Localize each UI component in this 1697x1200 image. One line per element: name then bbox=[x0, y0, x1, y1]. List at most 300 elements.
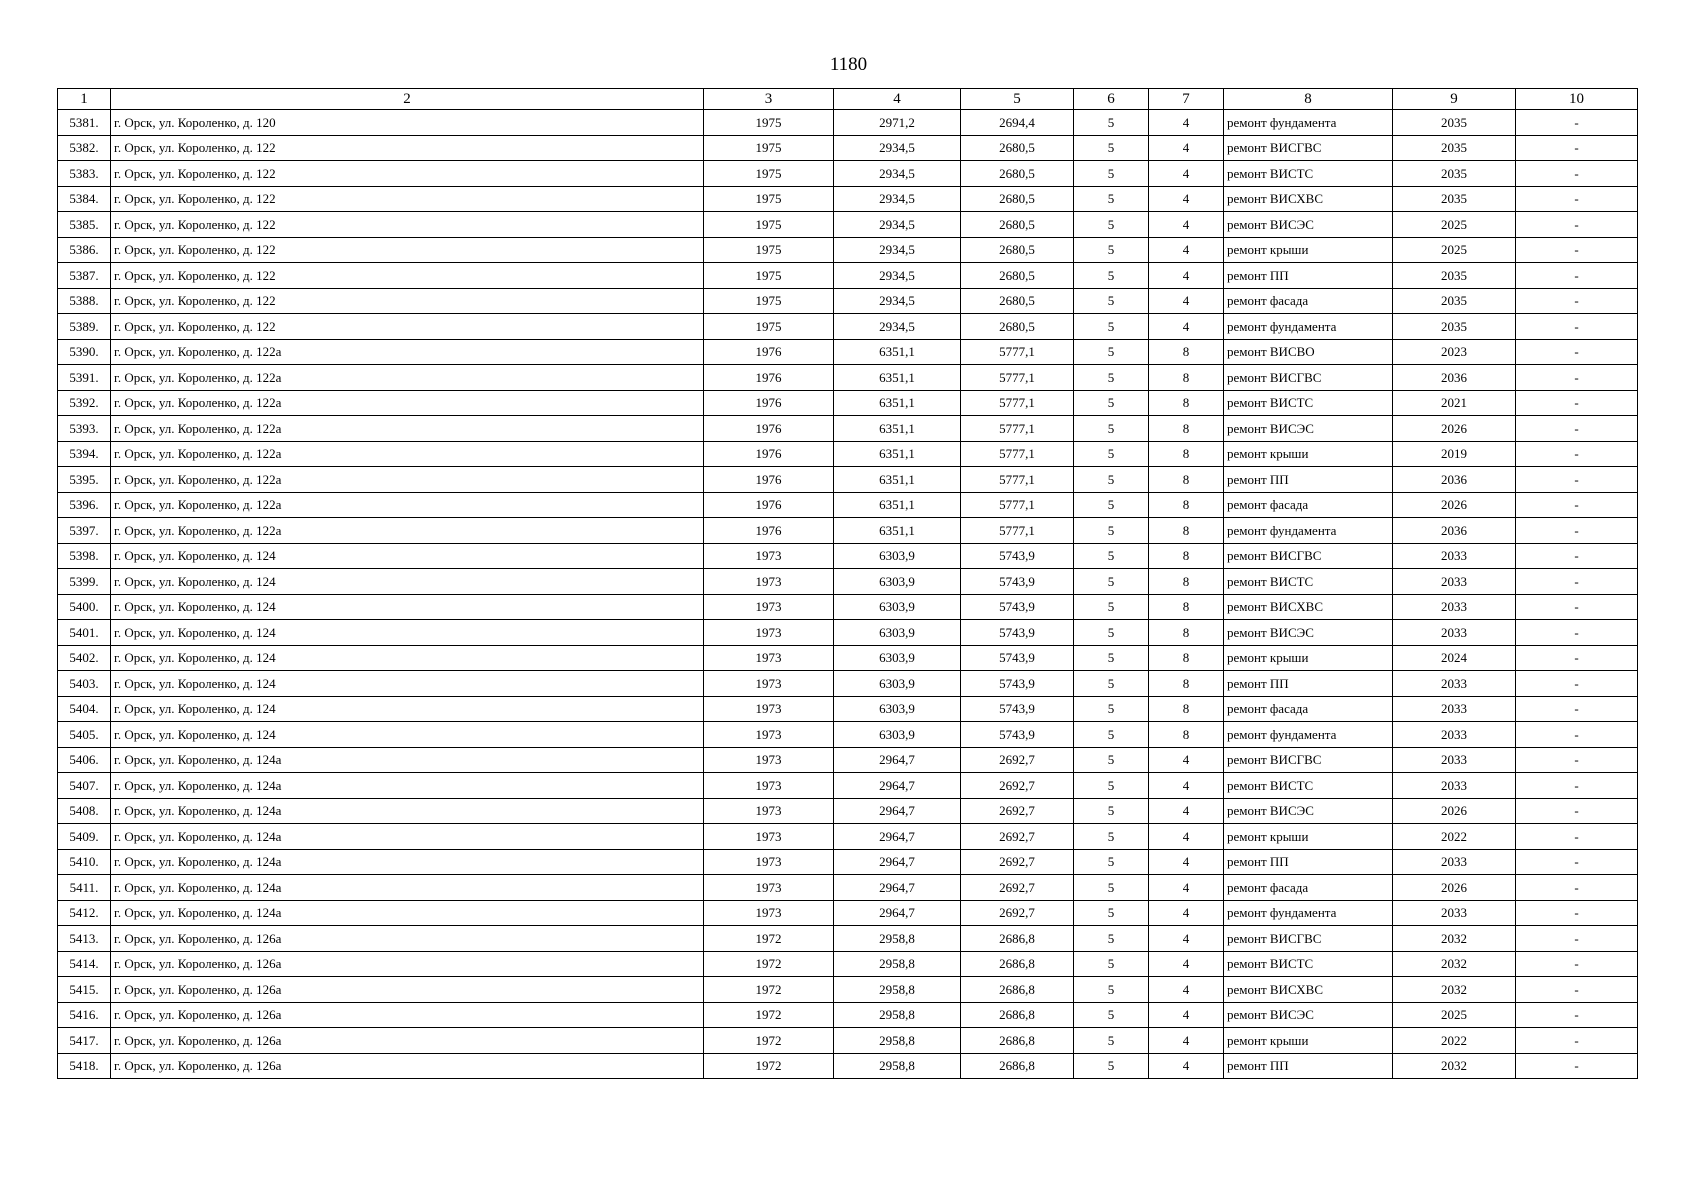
living-area-cell: 2680,5 bbox=[961, 135, 1074, 161]
work-type-cell: ремонт ВИСВО bbox=[1224, 339, 1393, 365]
address-cell: г. Орск, ул. Короленко, д. 122 bbox=[111, 161, 704, 187]
living-area-cell: 2692,7 bbox=[961, 849, 1074, 875]
row-number-cell: 5384. bbox=[58, 186, 111, 212]
note-cell: - bbox=[1516, 161, 1638, 187]
total-area-cell: 6303,9 bbox=[834, 696, 961, 722]
entrances-cell: 4 bbox=[1149, 875, 1224, 901]
living-area-cell: 2692,7 bbox=[961, 747, 1074, 773]
note-cell: - bbox=[1516, 849, 1638, 875]
note-cell: - bbox=[1516, 390, 1638, 416]
year-cell: 1975 bbox=[704, 288, 834, 314]
note-cell: - bbox=[1516, 875, 1638, 901]
floors-cell: 5 bbox=[1074, 186, 1149, 212]
living-area-cell: 5777,1 bbox=[961, 416, 1074, 442]
living-area-cell: 5777,1 bbox=[961, 492, 1074, 518]
address-cell: г. Орск, ул. Короленко, д. 122 bbox=[111, 186, 704, 212]
column-header: 4 bbox=[834, 89, 961, 110]
floors-cell: 5 bbox=[1074, 365, 1149, 391]
work-type-cell: ремонт ВИСТС bbox=[1224, 951, 1393, 977]
total-area-cell: 6303,9 bbox=[834, 645, 961, 671]
entrances-cell: 8 bbox=[1149, 492, 1224, 518]
planned-year-cell: 2035 bbox=[1393, 135, 1516, 161]
living-area-cell: 2686,8 bbox=[961, 1028, 1074, 1054]
note-cell: - bbox=[1516, 569, 1638, 595]
entrances-cell: 4 bbox=[1149, 773, 1224, 799]
note-cell: - bbox=[1516, 671, 1638, 697]
work-type-cell: ремонт крыши bbox=[1224, 1028, 1393, 1054]
planned-year-cell: 2026 bbox=[1393, 875, 1516, 901]
row-number-cell: 5389. bbox=[58, 314, 111, 340]
planned-year-cell: 2026 bbox=[1393, 416, 1516, 442]
floors-cell: 5 bbox=[1074, 594, 1149, 620]
total-area-cell: 6351,1 bbox=[834, 339, 961, 365]
column-header: 9 bbox=[1393, 89, 1516, 110]
work-type-cell: ремонт ВИСГВС bbox=[1224, 747, 1393, 773]
floors-cell: 5 bbox=[1074, 543, 1149, 569]
entrances-cell: 8 bbox=[1149, 518, 1224, 544]
work-type-cell: ремонт крыши bbox=[1224, 645, 1393, 671]
entrances-cell: 4 bbox=[1149, 1002, 1224, 1028]
note-cell: - bbox=[1516, 977, 1638, 1003]
year-cell: 1973 bbox=[704, 773, 834, 799]
entrances-cell: 4 bbox=[1149, 926, 1224, 952]
entrances-cell: 4 bbox=[1149, 237, 1224, 263]
table-row bbox=[58, 849, 1638, 875]
note-cell: - bbox=[1516, 441, 1638, 467]
total-area-cell: 6351,1 bbox=[834, 416, 961, 442]
entrances-cell: 4 bbox=[1149, 900, 1224, 926]
note-cell: - bbox=[1516, 747, 1638, 773]
year-cell: 1972 bbox=[704, 926, 834, 952]
year-cell: 1975 bbox=[704, 212, 834, 238]
floors-cell: 5 bbox=[1074, 900, 1149, 926]
living-area-cell: 5743,9 bbox=[961, 645, 1074, 671]
total-area-cell: 2934,5 bbox=[834, 237, 961, 263]
note-cell: - bbox=[1516, 518, 1638, 544]
floors-cell: 5 bbox=[1074, 390, 1149, 416]
work-type-cell: ремонт ВИСГВС bbox=[1224, 926, 1393, 952]
floors-cell: 5 bbox=[1074, 696, 1149, 722]
note-cell: - bbox=[1516, 467, 1638, 493]
work-type-cell: ремонт фундамента bbox=[1224, 314, 1393, 340]
entrances-cell: 8 bbox=[1149, 543, 1224, 569]
work-type-cell: ремонт ВИСТС bbox=[1224, 390, 1393, 416]
address-cell: г. Орск, ул. Короленко, д. 122 bbox=[111, 212, 704, 238]
column-header: 10 bbox=[1516, 89, 1638, 110]
living-area-cell: 5743,9 bbox=[961, 671, 1074, 697]
entrances-cell: 8 bbox=[1149, 441, 1224, 467]
floors-cell: 5 bbox=[1074, 977, 1149, 1003]
total-area-cell: 6351,1 bbox=[834, 492, 961, 518]
table-row bbox=[58, 288, 1638, 314]
living-area-cell: 2692,7 bbox=[961, 798, 1074, 824]
planned-year-cell: 2032 bbox=[1393, 951, 1516, 977]
living-area-cell: 2692,7 bbox=[961, 824, 1074, 850]
table-row bbox=[58, 263, 1638, 289]
floors-cell: 5 bbox=[1074, 722, 1149, 748]
table-row bbox=[58, 926, 1638, 952]
work-type-cell: ремонт ВИСЭС bbox=[1224, 1002, 1393, 1028]
entrances-cell: 4 bbox=[1149, 212, 1224, 238]
note-cell: - bbox=[1516, 951, 1638, 977]
total-area-cell: 2934,5 bbox=[834, 186, 961, 212]
note-cell: - bbox=[1516, 543, 1638, 569]
column-header: 2 bbox=[111, 89, 704, 110]
living-area-cell: 5777,1 bbox=[961, 339, 1074, 365]
note-cell: - bbox=[1516, 900, 1638, 926]
living-area-cell: 2680,5 bbox=[961, 161, 1074, 187]
row-number-cell: 5414. bbox=[58, 951, 111, 977]
address-cell: г. Орск, ул. Короленко, д. 122а bbox=[111, 339, 704, 365]
living-area-cell: 2686,8 bbox=[961, 1002, 1074, 1028]
year-cell: 1976 bbox=[704, 441, 834, 467]
note-cell: - bbox=[1516, 237, 1638, 263]
floors-cell: 5 bbox=[1074, 263, 1149, 289]
living-area-cell: 5743,9 bbox=[961, 722, 1074, 748]
floors-cell: 5 bbox=[1074, 773, 1149, 799]
floors-cell: 5 bbox=[1074, 569, 1149, 595]
table-row bbox=[58, 722, 1638, 748]
total-area-cell: 2958,8 bbox=[834, 1002, 961, 1028]
row-number-cell: 5412. bbox=[58, 900, 111, 926]
planned-year-cell: 2033 bbox=[1393, 543, 1516, 569]
column-header: 3 bbox=[704, 89, 834, 110]
note-cell: - bbox=[1516, 926, 1638, 952]
living-area-cell: 2680,5 bbox=[961, 186, 1074, 212]
planned-year-cell: 2033 bbox=[1393, 696, 1516, 722]
work-type-cell: ремонт фасада bbox=[1224, 288, 1393, 314]
total-area-cell: 6351,1 bbox=[834, 441, 961, 467]
work-type-cell: ремонт ВИСТС bbox=[1224, 773, 1393, 799]
address-cell: г. Орск, ул. Короленко, д. 126а bbox=[111, 1002, 704, 1028]
note-cell: - bbox=[1516, 773, 1638, 799]
column-header: 6 bbox=[1074, 89, 1149, 110]
table-row bbox=[58, 543, 1638, 569]
note-cell: - bbox=[1516, 263, 1638, 289]
note-cell: - bbox=[1516, 339, 1638, 365]
address-cell: г. Орск, ул. Короленко, д. 122а bbox=[111, 492, 704, 518]
row-number-cell: 5395. bbox=[58, 467, 111, 493]
entrances-cell: 8 bbox=[1149, 620, 1224, 646]
planned-year-cell: 2026 bbox=[1393, 492, 1516, 518]
row-number-cell: 5406. bbox=[58, 747, 111, 773]
row-number-cell: 5407. bbox=[58, 773, 111, 799]
note-cell: - bbox=[1516, 1002, 1638, 1028]
year-cell: 1972 bbox=[704, 1028, 834, 1054]
work-type-cell: ремонт ПП bbox=[1224, 671, 1393, 697]
row-number-cell: 5402. bbox=[58, 645, 111, 671]
entrances-cell: 4 bbox=[1149, 977, 1224, 1003]
row-number-cell: 5398. bbox=[58, 543, 111, 569]
planned-year-cell: 2033 bbox=[1393, 849, 1516, 875]
total-area-cell: 2958,8 bbox=[834, 1028, 961, 1054]
year-cell: 1976 bbox=[704, 365, 834, 391]
address-cell: г. Орск, ул. Короленко, д. 126а bbox=[111, 1028, 704, 1054]
note-cell: - bbox=[1516, 594, 1638, 620]
entrances-cell: 4 bbox=[1149, 798, 1224, 824]
address-cell: г. Орск, ул. Короленко, д. 126а bbox=[111, 951, 704, 977]
floors-cell: 5 bbox=[1074, 135, 1149, 161]
row-number-cell: 5416. bbox=[58, 1002, 111, 1028]
table-row bbox=[58, 594, 1638, 620]
address-cell: г. Орск, ул. Короленко, д. 122а bbox=[111, 441, 704, 467]
entrances-cell: 8 bbox=[1149, 390, 1224, 416]
work-type-cell: ремонт ВИСХВС bbox=[1224, 186, 1393, 212]
address-cell: г. Орск, ул. Короленко, д. 124а bbox=[111, 824, 704, 850]
entrances-cell: 4 bbox=[1149, 263, 1224, 289]
planned-year-cell: 2035 bbox=[1393, 186, 1516, 212]
floors-cell: 5 bbox=[1074, 1028, 1149, 1054]
address-cell: г. Орск, ул. Короленко, д. 122а bbox=[111, 518, 704, 544]
table-row bbox=[58, 441, 1638, 467]
work-type-cell: ремонт ВИСТС bbox=[1224, 569, 1393, 595]
entrances-cell: 4 bbox=[1149, 1053, 1224, 1079]
planned-year-cell: 2036 bbox=[1393, 467, 1516, 493]
year-cell: 1973 bbox=[704, 620, 834, 646]
row-number-cell: 5387. bbox=[58, 263, 111, 289]
entrances-cell: 4 bbox=[1149, 288, 1224, 314]
entrances-cell: 4 bbox=[1149, 1028, 1224, 1054]
address-cell: г. Орск, ул. Короленко, д. 124 bbox=[111, 696, 704, 722]
total-area-cell: 2964,7 bbox=[834, 849, 961, 875]
note-cell: - bbox=[1516, 1028, 1638, 1054]
table-row bbox=[58, 237, 1638, 263]
work-type-cell: ремонт ВИСГВС bbox=[1224, 365, 1393, 391]
year-cell: 1973 bbox=[704, 722, 834, 748]
year-cell: 1975 bbox=[704, 314, 834, 340]
living-area-cell: 5743,9 bbox=[961, 569, 1074, 595]
note-cell: - bbox=[1516, 314, 1638, 340]
floors-cell: 5 bbox=[1074, 288, 1149, 314]
table-row bbox=[58, 186, 1638, 212]
floors-cell: 5 bbox=[1074, 1053, 1149, 1079]
entrances-cell: 4 bbox=[1149, 135, 1224, 161]
row-number-cell: 5382. bbox=[58, 135, 111, 161]
floors-cell: 5 bbox=[1074, 441, 1149, 467]
page-number: 1180 bbox=[829, 54, 868, 75]
table-row bbox=[58, 365, 1638, 391]
living-area-cell: 2692,7 bbox=[961, 875, 1074, 901]
year-cell: 1976 bbox=[704, 339, 834, 365]
total-area-cell: 2934,5 bbox=[834, 212, 961, 238]
planned-year-cell: 2019 bbox=[1393, 441, 1516, 467]
living-area-cell: 2680,5 bbox=[961, 237, 1074, 263]
row-number-cell: 5405. bbox=[58, 722, 111, 748]
row-number-cell: 5388. bbox=[58, 288, 111, 314]
total-area-cell: 2964,7 bbox=[834, 824, 961, 850]
floors-cell: 5 bbox=[1074, 212, 1149, 238]
year-cell: 1973 bbox=[704, 569, 834, 595]
work-type-cell: ремонт ПП bbox=[1224, 1053, 1393, 1079]
work-type-cell: ремонт ВИСЭС bbox=[1224, 416, 1393, 442]
planned-year-cell: 2024 bbox=[1393, 645, 1516, 671]
table-row bbox=[58, 645, 1638, 671]
year-cell: 1973 bbox=[704, 645, 834, 671]
living-area-cell: 5777,1 bbox=[961, 518, 1074, 544]
work-type-cell: ремонт ПП bbox=[1224, 263, 1393, 289]
living-area-cell: 5777,1 bbox=[961, 365, 1074, 391]
address-cell: г. Орск, ул. Короленко, д. 124 bbox=[111, 620, 704, 646]
work-type-cell: ремонт крыши bbox=[1224, 441, 1393, 467]
year-cell: 1973 bbox=[704, 696, 834, 722]
note-cell: - bbox=[1516, 365, 1638, 391]
floors-cell: 5 bbox=[1074, 1002, 1149, 1028]
living-area-cell: 2694,4 bbox=[961, 110, 1074, 136]
year-cell: 1972 bbox=[704, 1053, 834, 1079]
table-row bbox=[58, 1002, 1638, 1028]
work-type-cell: ремонт ВИСТС bbox=[1224, 161, 1393, 187]
floors-cell: 5 bbox=[1074, 747, 1149, 773]
year-cell: 1973 bbox=[704, 594, 834, 620]
note-cell: - bbox=[1516, 288, 1638, 314]
table-row bbox=[58, 798, 1638, 824]
address-cell: г. Орск, ул. Короленко, д. 124а bbox=[111, 798, 704, 824]
living-area-cell: 5777,1 bbox=[961, 390, 1074, 416]
year-cell: 1972 bbox=[704, 951, 834, 977]
note-cell: - bbox=[1516, 110, 1638, 136]
work-type-cell: ремонт ВИСХВС bbox=[1224, 977, 1393, 1003]
living-area-cell: 2686,8 bbox=[961, 977, 1074, 1003]
planned-year-cell: 2022 bbox=[1393, 824, 1516, 850]
year-cell: 1973 bbox=[704, 824, 834, 850]
table-row bbox=[58, 620, 1638, 646]
row-number-cell: 5404. bbox=[58, 696, 111, 722]
total-area-cell: 6351,1 bbox=[834, 365, 961, 391]
year-cell: 1973 bbox=[704, 543, 834, 569]
work-type-cell: ремонт ВИСГВС bbox=[1224, 135, 1393, 161]
planned-year-cell: 2025 bbox=[1393, 212, 1516, 238]
total-area-cell: 2971,2 bbox=[834, 110, 961, 136]
work-type-cell: ремонт фасада bbox=[1224, 696, 1393, 722]
living-area-cell: 5743,9 bbox=[961, 594, 1074, 620]
table-row bbox=[58, 824, 1638, 850]
table-row bbox=[58, 951, 1638, 977]
table-row bbox=[58, 492, 1638, 518]
year-cell: 1975 bbox=[704, 161, 834, 187]
planned-year-cell: 2035 bbox=[1393, 110, 1516, 136]
table-row bbox=[58, 390, 1638, 416]
column-header: 5 bbox=[961, 89, 1074, 110]
note-cell: - bbox=[1516, 416, 1638, 442]
planned-year-cell: 2033 bbox=[1393, 747, 1516, 773]
planned-year-cell: 2033 bbox=[1393, 773, 1516, 799]
living-area-cell: 5743,9 bbox=[961, 696, 1074, 722]
address-cell: г. Орск, ул. Короленко, д. 122 bbox=[111, 237, 704, 263]
entrances-cell: 4 bbox=[1149, 824, 1224, 850]
year-cell: 1975 bbox=[704, 186, 834, 212]
address-cell: г. Орск, ул. Короленко, д. 124а bbox=[111, 900, 704, 926]
planned-year-cell: 2033 bbox=[1393, 671, 1516, 697]
entrances-cell: 4 bbox=[1149, 747, 1224, 773]
floors-cell: 5 bbox=[1074, 339, 1149, 365]
table-row bbox=[58, 416, 1638, 442]
living-area-cell: 2680,5 bbox=[961, 212, 1074, 238]
work-type-cell: ремонт фундамента bbox=[1224, 110, 1393, 136]
floors-cell: 5 bbox=[1074, 492, 1149, 518]
row-number-cell: 5391. bbox=[58, 365, 111, 391]
floors-cell: 5 bbox=[1074, 951, 1149, 977]
year-cell: 1972 bbox=[704, 1002, 834, 1028]
address-cell: г. Орск, ул. Короленко, д. 122а bbox=[111, 390, 704, 416]
floors-cell: 5 bbox=[1074, 645, 1149, 671]
address-cell: г. Орск, ул. Короленко, д. 124а bbox=[111, 747, 704, 773]
work-type-cell: ремонт ВИСГВС bbox=[1224, 543, 1393, 569]
living-area-cell: 2692,7 bbox=[961, 773, 1074, 799]
entrances-cell: 4 bbox=[1149, 849, 1224, 875]
year-cell: 1972 bbox=[704, 977, 834, 1003]
work-type-cell: ремонт фундамента bbox=[1224, 518, 1393, 544]
total-area-cell: 2964,7 bbox=[834, 875, 961, 901]
address-cell: г. Орск, ул. Короленко, д. 124 bbox=[111, 671, 704, 697]
planned-year-cell: 2021 bbox=[1393, 390, 1516, 416]
address-cell: г. Орск, ул. Короленко, д. 122 bbox=[111, 288, 704, 314]
year-cell: 1976 bbox=[704, 492, 834, 518]
total-area-cell: 2934,5 bbox=[834, 161, 961, 187]
address-cell: г. Орск, ул. Короленко, д. 124а bbox=[111, 773, 704, 799]
table-row bbox=[58, 518, 1638, 544]
row-number-cell: 5381. bbox=[58, 110, 111, 136]
entrances-cell: 8 bbox=[1149, 671, 1224, 697]
floors-cell: 5 bbox=[1074, 875, 1149, 901]
planned-year-cell: 2025 bbox=[1393, 1002, 1516, 1028]
entrances-cell: 4 bbox=[1149, 110, 1224, 136]
planned-year-cell: 2033 bbox=[1393, 722, 1516, 748]
total-area-cell: 2958,8 bbox=[834, 977, 961, 1003]
floors-cell: 5 bbox=[1074, 849, 1149, 875]
living-area-cell: 2686,8 bbox=[961, 926, 1074, 952]
planned-year-cell: 2035 bbox=[1393, 314, 1516, 340]
year-cell: 1975 bbox=[704, 135, 834, 161]
row-number-cell: 5408. bbox=[58, 798, 111, 824]
work-type-cell: ремонт ПП bbox=[1224, 849, 1393, 875]
entrances-cell: 4 bbox=[1149, 951, 1224, 977]
planned-year-cell: 2022 bbox=[1393, 1028, 1516, 1054]
row-number-cell: 5409. bbox=[58, 824, 111, 850]
row-number-cell: 5403. bbox=[58, 671, 111, 697]
floors-cell: 5 bbox=[1074, 926, 1149, 952]
work-type-cell: ремонт ВИСЭС bbox=[1224, 798, 1393, 824]
total-area-cell: 2964,7 bbox=[834, 900, 961, 926]
row-number-cell: 5392. bbox=[58, 390, 111, 416]
address-cell: г. Орск, ул. Короленко, д. 126а bbox=[111, 977, 704, 1003]
year-cell: 1973 bbox=[704, 849, 834, 875]
address-cell: г. Орск, ул. Короленко, д. 124а bbox=[111, 849, 704, 875]
work-type-cell: ремонт крыши bbox=[1224, 824, 1393, 850]
planned-year-cell: 2032 bbox=[1393, 977, 1516, 1003]
column-header: 8 bbox=[1224, 89, 1393, 110]
row-number-cell: 5399. bbox=[58, 569, 111, 595]
row-number-cell: 5410. bbox=[58, 849, 111, 875]
entrances-cell: 4 bbox=[1149, 314, 1224, 340]
floors-cell: 5 bbox=[1074, 824, 1149, 850]
year-cell: 1976 bbox=[704, 390, 834, 416]
year-cell: 1975 bbox=[704, 263, 834, 289]
entrances-cell: 8 bbox=[1149, 467, 1224, 493]
year-cell: 1976 bbox=[704, 416, 834, 442]
table-row bbox=[58, 900, 1638, 926]
register-table bbox=[57, 88, 1638, 1079]
note-cell: - bbox=[1516, 1053, 1638, 1079]
year-cell: 1975 bbox=[704, 110, 834, 136]
row-number-cell: 5411. bbox=[58, 875, 111, 901]
total-area-cell: 6303,9 bbox=[834, 620, 961, 646]
table-row bbox=[58, 569, 1638, 595]
year-cell: 1976 bbox=[704, 518, 834, 544]
note-cell: - bbox=[1516, 798, 1638, 824]
floors-cell: 5 bbox=[1074, 671, 1149, 697]
planned-year-cell: 2036 bbox=[1393, 518, 1516, 544]
table-row bbox=[58, 875, 1638, 901]
